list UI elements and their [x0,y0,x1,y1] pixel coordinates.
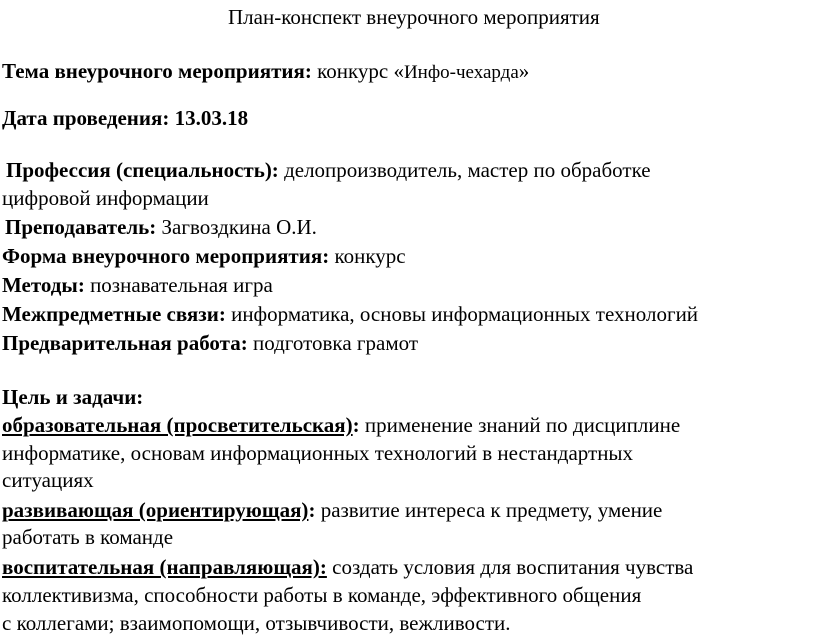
prep-value: подготовка грамот [247,331,419,355]
developing-text-1: развитие интереса к предмету, умение [315,498,663,522]
form-value: конкурс [329,244,406,268]
goals-heading: Цель и задачи: [2,385,144,409]
developing-label: развивающая (ориентирующая) [2,498,309,522]
methods-value: познавательная игра [84,273,273,297]
profession-label: Профессия (специальность): [6,158,279,182]
profession-line-1 [6,157,651,183]
educational-label: образовательная (просветительская) [2,413,353,437]
upbringing-line-2: коллективизма, способности работы в команде, эффективного общения [2,583,642,607]
educational-line-2: информатике, основам информационных технологий в нестандартных [2,441,634,465]
methods-label: Методы: [2,273,85,297]
form-label: Форма внеурочного мероприятия: [2,244,330,268]
profession-line-2: цифровой информации [2,186,209,210]
teacher-value: Загвоздкина О.И. [156,215,317,239]
topic-value-name: Инфо-чехарда [403,62,519,83]
links-line [2,301,698,327]
links-label: Межпредметные связи: [2,302,226,326]
profession-value-1: делопроизводитель, мастер по обработке [278,158,651,182]
teacher-line [5,214,317,240]
topic-line [2,58,529,86]
methods-line [2,272,273,298]
upbringing-label: воспитательная (направляющая): [2,555,327,579]
form-line [2,243,406,269]
prep-line [2,330,418,356]
topic-value-prefix: конкурс « [311,59,404,83]
upbringing-line-3: с коллегами; взаимопомощи, отзывчивости, вежливости. [2,611,511,635]
educational-text-1: применение знаний по дисциплине [359,413,681,437]
teacher-label: Преподаватель: [5,215,157,239]
upbringing-text-1: создать условия для воспитания чувства [326,555,694,579]
educational-line-3: ситуациях [2,468,94,492]
developing-line-2: работать в команде [2,525,174,549]
date-line: Дата проведения: 13.03.18 [2,106,249,130]
topic-value-suffix: » [518,59,530,83]
topic-label: Тема внеурочного мероприятия: [2,59,312,83]
developing-colon: : [308,498,316,522]
educational-colon: : [352,413,360,437]
upbringing-line-1 [2,554,693,580]
document-title: План-конспект внеурочного мероприятия [228,5,600,29]
prep-label: Предварительная работа: [2,331,248,355]
links-value: информатика, основы информационных технологий [225,302,699,326]
educational-line-1 [2,412,680,438]
developing-line-1 [2,497,662,523]
